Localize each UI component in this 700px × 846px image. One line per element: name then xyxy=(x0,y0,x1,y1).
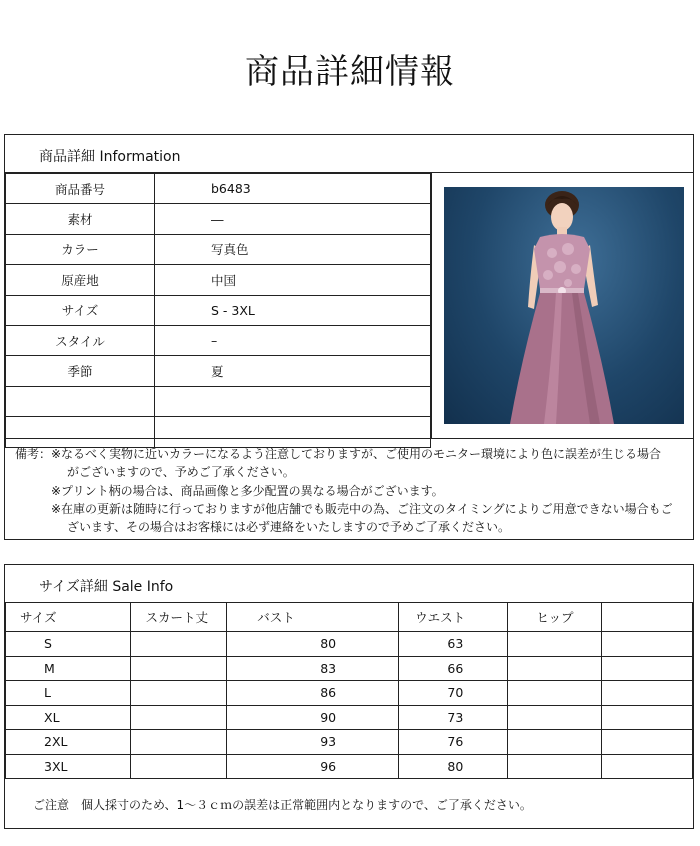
spec-label xyxy=(6,386,155,416)
note-line: 備考：※なるべく実物に近いカラーになるよう注意しておりますが、ご使用のモニター環境により色に誤差が生じる場合 xyxy=(15,447,662,461)
empty-cell xyxy=(693,754,694,779)
size-table xyxy=(5,602,694,779)
empty-cell xyxy=(602,730,693,755)
dress-model-illustration xyxy=(444,187,684,424)
spec-label: 商品番号 xyxy=(6,174,155,204)
empty-cell xyxy=(693,705,694,730)
spec-value: 写真色 xyxy=(155,234,431,264)
spec-label: サイズ xyxy=(6,295,155,325)
column-header xyxy=(602,603,693,632)
empty-cell xyxy=(602,632,693,657)
size-info-heading: サイズ詳細 Sale Info xyxy=(39,579,174,595)
waist-cell: 76 xyxy=(399,730,508,755)
spec-value: S - 3XL xyxy=(155,295,431,325)
note-line: ざいます、その場合はお客様には必ず連絡をいたしますので予めご了承ください。 xyxy=(67,520,511,534)
spec-label: 原産地 xyxy=(6,265,155,295)
spec-value: – xyxy=(155,325,431,355)
table-row xyxy=(6,730,694,755)
note-line: ※在庫の更新は随時に行っておりますが他店舗でも販売中の為、ご注文のタイミングによりご用意できない場合もご xyxy=(51,502,673,516)
size-info-header xyxy=(5,565,693,603)
empty-cell xyxy=(602,705,693,730)
skirt-cell xyxy=(131,656,227,681)
spec-value: b6483 xyxy=(155,174,431,204)
skirt-cell xyxy=(131,730,227,755)
bust-cell: 83 xyxy=(227,656,399,681)
spec-row xyxy=(6,234,431,264)
size-footnote: ご注意 個人採寸のため、1～３ｃｍの誤差は正常範囲内となりますので、ご了承ください。 xyxy=(33,798,532,812)
spec-row xyxy=(6,295,431,325)
size-cell: S xyxy=(6,632,131,657)
spec-row xyxy=(6,356,431,386)
spec-table xyxy=(5,173,431,448)
note-line: がございますので、予めご了承ください。 xyxy=(67,465,295,479)
spec-row xyxy=(6,265,431,295)
table-row xyxy=(6,754,694,779)
empty-cell xyxy=(602,681,693,706)
note-line: ※プリント柄の場合は、商品画像と多少配置の異なる場合がございます。 xyxy=(51,484,444,498)
column-header: スカート丈 xyxy=(131,603,227,632)
empty-cell xyxy=(602,754,693,779)
spec-row xyxy=(6,386,431,416)
empty-cell xyxy=(602,656,693,681)
product-photo xyxy=(444,187,684,424)
hip-cell xyxy=(508,730,602,755)
bust-cell: 96 xyxy=(227,754,399,779)
bust-cell: 80 xyxy=(227,632,399,657)
hip-cell xyxy=(508,705,602,730)
table-row xyxy=(6,681,694,706)
notes-block xyxy=(5,438,693,540)
spec-label: 季節 xyxy=(6,356,155,386)
spec-value: 中国 xyxy=(155,265,431,295)
bust-cell: 90 xyxy=(227,705,399,730)
spec-row xyxy=(6,204,431,234)
empty-cell xyxy=(693,632,694,657)
empty-cell xyxy=(693,730,694,755)
hip-cell xyxy=(508,754,602,779)
table-row xyxy=(6,705,694,730)
empty-cell xyxy=(693,656,694,681)
spec-label: カラー xyxy=(6,234,155,264)
bust-cell: 86 xyxy=(227,681,399,706)
spec-label: スタイル xyxy=(6,325,155,355)
size-cell: M xyxy=(6,656,131,681)
product-detail-heading: 商品詳細 Information xyxy=(39,149,181,165)
waist-cell: 73 xyxy=(399,705,508,730)
skirt-cell xyxy=(131,705,227,730)
waist-cell: 80 xyxy=(399,754,508,779)
table-row xyxy=(6,656,694,681)
skirt-cell xyxy=(131,754,227,779)
size-cell: L xyxy=(6,681,131,706)
empty-cell xyxy=(693,681,694,706)
hip-cell xyxy=(508,681,602,706)
spec-value: 夏 xyxy=(155,356,431,386)
column-header: サイズ xyxy=(6,603,131,632)
spec-row xyxy=(6,325,431,355)
column-header: バスト xyxy=(227,603,399,632)
waist-cell: 63 xyxy=(399,632,508,657)
waist-cell: 70 xyxy=(399,681,508,706)
spec-value xyxy=(155,386,431,416)
column-header: ヒップ xyxy=(508,603,602,632)
column-header: ウエスト xyxy=(399,603,508,632)
skirt-cell xyxy=(131,632,227,657)
product-detail-header xyxy=(5,135,693,173)
skirt-cell xyxy=(131,681,227,706)
bust-cell: 93 xyxy=(227,730,399,755)
size-cell: 2XL xyxy=(6,730,131,755)
size-info-section xyxy=(4,564,694,829)
column-header xyxy=(693,603,694,632)
size-table-header-row xyxy=(6,603,694,632)
spec-value: ― xyxy=(155,204,431,234)
size-cell: 3XL xyxy=(6,754,131,779)
waist-cell: 66 xyxy=(399,656,508,681)
product-photo-cell xyxy=(431,173,694,438)
table-row xyxy=(6,632,694,657)
size-cell: XL xyxy=(6,705,131,730)
spec-row xyxy=(6,174,431,204)
product-detail-section xyxy=(4,134,694,540)
hip-cell xyxy=(508,656,602,681)
page-title: 商品詳細情報 xyxy=(245,52,455,92)
hip-cell xyxy=(508,632,602,657)
spec-label: 素材 xyxy=(6,204,155,234)
